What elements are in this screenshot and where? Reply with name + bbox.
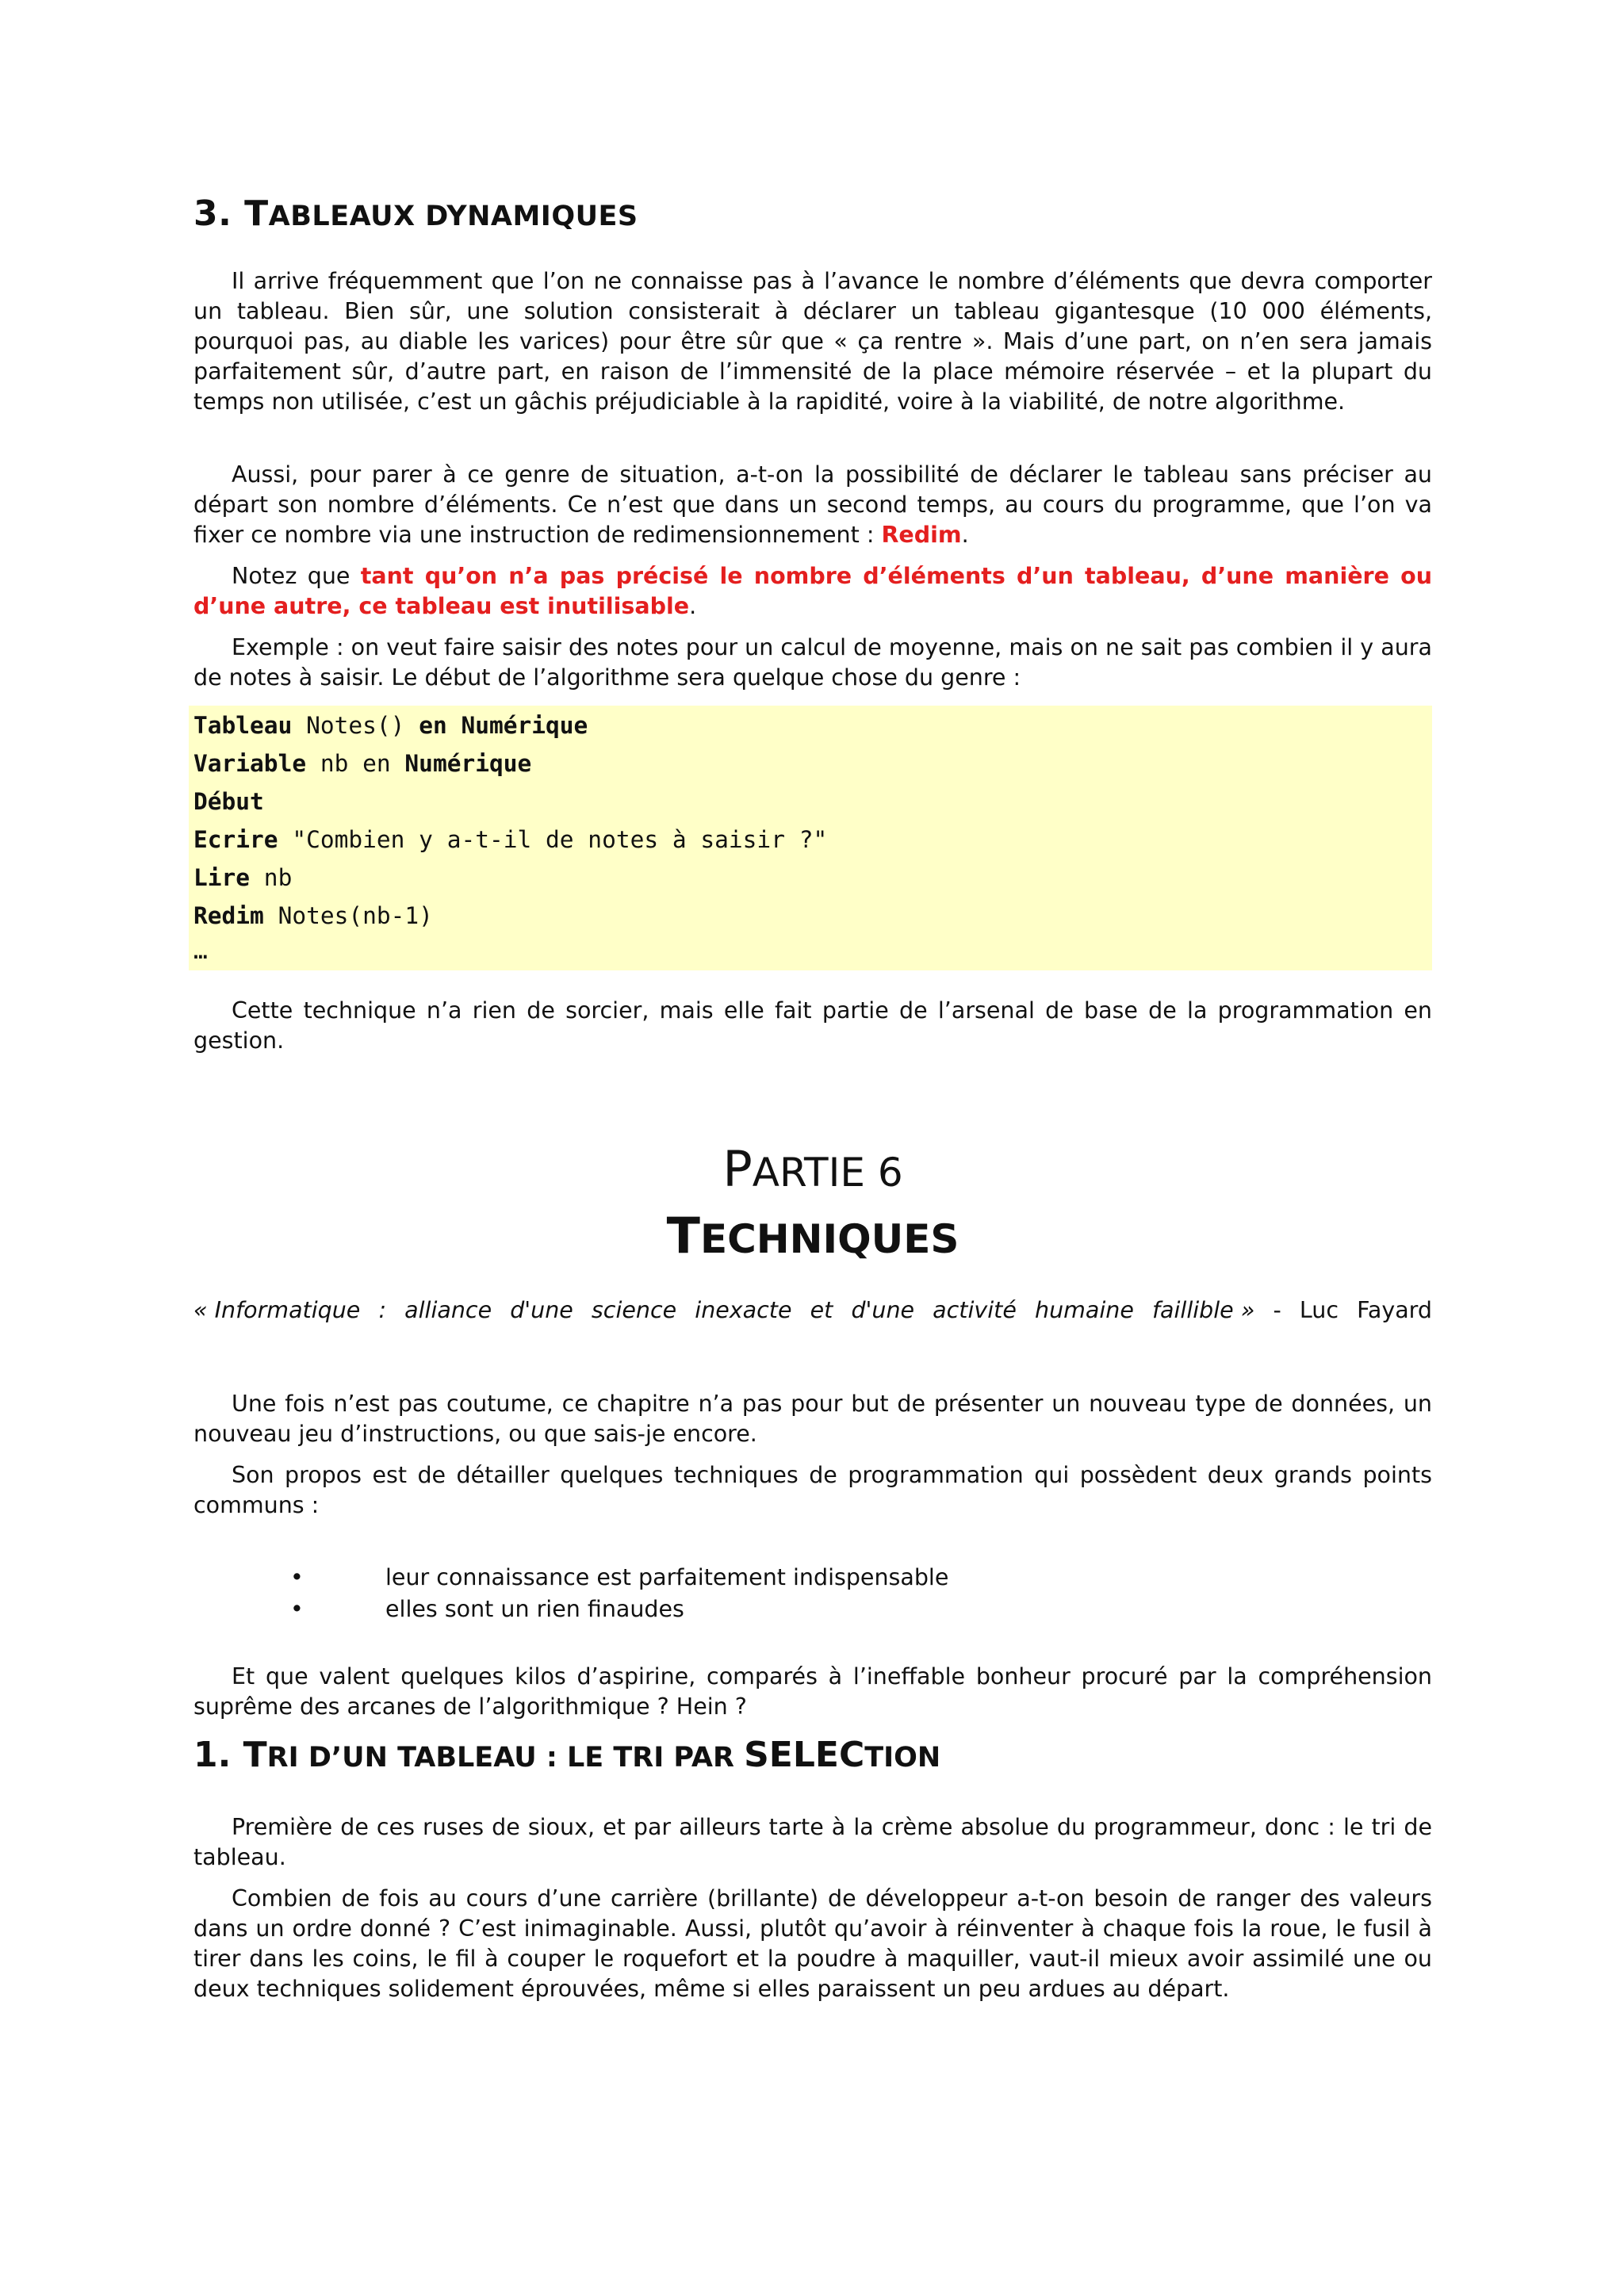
- list-item: [193, 1562, 948, 1594]
- part-title-line2: [193, 1207, 1432, 1265]
- paragraph-intro: Il arrive fréquemment que l’on ne connaisse pas à l’avance le nombre d’éléments que devra comporter un tableau. Bien sûr, une solution consisterait à déclarer un tableau gigantesque (10 000 éléments, pourquoi pas, au diable les varices) pour être sûr que « ça rentre ». Mais d’une part, on n’en sera jamais parfaitement sûr, d’autre part, en raison de l’immensité de la place mémoire réservée – et la plupart du temps non utilisée, c’est un gâchis préjudiciable à la rapidité, voire à la viabilité, de notre algorithme.: [193, 268, 1432, 415]
- paragraph-end: .: [689, 593, 697, 619]
- bullet-list: [193, 1562, 948, 1625]
- code-line: [193, 788, 264, 815]
- quote-word: :: [378, 1297, 387, 1323]
- quote-author: Luc: [1299, 1297, 1339, 1323]
- list-item-text: leur connaissance est parfaitement indispensable: [385, 1564, 949, 1590]
- section-heading-tableaux-dynamiques: [193, 193, 638, 234]
- code-line: [193, 750, 531, 777]
- code-text: Notes(): [292, 712, 419, 739]
- section-number: 3.: [193, 193, 245, 234]
- code-block: [189, 706, 1432, 970]
- quote-word: « Informatique: [193, 1297, 361, 1323]
- code-line: …: [193, 937, 208, 964]
- quote-word: d'une: [510, 1297, 573, 1323]
- quote-word: activité: [933, 1297, 1017, 1323]
- code-keyword: Numérique: [404, 750, 532, 777]
- quote-word: alliance: [404, 1297, 492, 1323]
- quote-author: Fayard: [1357, 1297, 1432, 1323]
- code-text: nb: [250, 864, 293, 891]
- heading-rest: RI D’UN TABLEAU : LE TRI PAR: [266, 1742, 745, 1774]
- paragraph-part-intro: Une fois n’est pas coutume, ce chapitre n’a pas pour but de présenter un nouveau type de données, un nouveau jeu d’instructions, ou que sais-je encore.: [193, 1391, 1432, 1447]
- code-text: "Combien y a-t-il de notes à saisir ?": [278, 826, 828, 853]
- paragraph-text: Notez que: [232, 563, 361, 589]
- section-heading-tri-selection: [193, 1735, 940, 1775]
- part-initial: P: [722, 1140, 753, 1198]
- paragraph-exemple: Exemple : on veut faire saisir des notes pour un calcul de moyenne, mais on ne sait pas combien il y aura de notes à saisir. Le début de l’algorithme sera quelque chose du genre :: [193, 634, 1432, 691]
- bullet-icon: •: [290, 1596, 304, 1622]
- part-title-line1: [193, 1140, 1432, 1198]
- code-keyword: Début: [193, 788, 264, 815]
- paragraph-aspirine: Et que valent quelques kilos d’aspirine, comparés à l’ineffable bonheur procuré par la compréhension suprême des arcanes de l’algorithmique ? Hein ?: [193, 1663, 1432, 1720]
- redim-keyword: Redim: [881, 522, 962, 548]
- quote-word: science: [591, 1297, 677, 1323]
- paragraph-tri-intro: Première de ces ruses de sioux, et par ailleurs tarte à la crème absolue du programmeur, donc : le tri de tableau.: [193, 1814, 1432, 1870]
- quote-word: inexacte: [695, 1297, 792, 1323]
- paragraph-redim: [193, 460, 1432, 550]
- heading-end: TION: [864, 1742, 941, 1774]
- bullet-icon: •: [290, 1564, 304, 1590]
- paragraph-part-purpose: Son propos est de détailler quelques techniques de programmation qui possèdent deux grands points communs :: [193, 1462, 1432, 1518]
- list-item-text: elles sont un rien finaudes: [385, 1596, 684, 1622]
- code-line: [193, 712, 588, 739]
- code-keyword: Variable: [193, 750, 307, 777]
- code-keyword: Ecrire: [193, 826, 278, 853]
- code-text: Notes(nb-1): [263, 902, 433, 929]
- code-keyword: en Numérique: [419, 712, 588, 739]
- code-line: [193, 902, 433, 929]
- highlighted-warning: tant qu’on n’a pas précisé le nombre d’éléments d’un tableau, d’une manière ou d’une autre, ce tableau est inutilisable: [193, 563, 1432, 619]
- code-keyword: Lire: [193, 864, 251, 891]
- part-rest: ECHNIQUES: [699, 1216, 959, 1262]
- paragraph-conclusion: Cette technique n’a rien de sorcier, mais elle fait partie de l’arsenal de base de la programmation en gestion.: [193, 997, 1432, 1054]
- quote-word: et: [810, 1297, 833, 1323]
- paragraph-text: Aussi, pour parer à ce genre de situation, a-t-on la possibilité de déclarer le tableau sans préciser au départ son nombre d’éléments. Ce n’est que dans un second temps, au cours du programme, que l’on va fixer ce nombre via une instruction de redimensionnement :: [193, 461, 1432, 548]
- paragraph-note: [193, 561, 1432, 622]
- heading-initial: T: [244, 193, 269, 234]
- paragraph-tri-detail: Combien de fois au cours d’une carrière (brillante) de développeur a-t-on besoin de ranger des valeurs dans un ordre donné ? C’est inimaginable. Aussi, plutôt qu’avoir à réinventer à chaque fois la roue, le fusil à tirer dans les coins, le fil à couper le roquefort et la poudre à maquiller, vaut-il mieux avoir assimilé une ou deux techniques solidement éprouvées, même si elles paraissent un peu ardues au départ.: [193, 1885, 1432, 2002]
- quote-separator: -: [1273, 1297, 1281, 1323]
- epigraph-quote: [193, 1297, 1432, 1323]
- heading-rest: ABLEAUX DYNAMIQUES: [268, 201, 638, 232]
- code-line: [193, 826, 827, 853]
- code-keyword: Tableau: [193, 712, 293, 739]
- code-keyword: Redim: [193, 902, 264, 929]
- heading-select: SELEC: [744, 1735, 865, 1775]
- heading-initial: T: [243, 1735, 267, 1775]
- code-text: nb en: [306, 750, 405, 777]
- paragraph-end: .: [961, 522, 969, 548]
- quote-word: humaine: [1035, 1297, 1134, 1323]
- part-initial: T: [666, 1207, 700, 1265]
- part-rest: ARTIE 6: [752, 1150, 903, 1196]
- list-item: [193, 1594, 948, 1625]
- code-line: [193, 864, 292, 891]
- quote-word: faillible »: [1151, 1297, 1255, 1323]
- section-number: 1.: [193, 1735, 243, 1775]
- quote-word: d'une: [851, 1297, 915, 1323]
